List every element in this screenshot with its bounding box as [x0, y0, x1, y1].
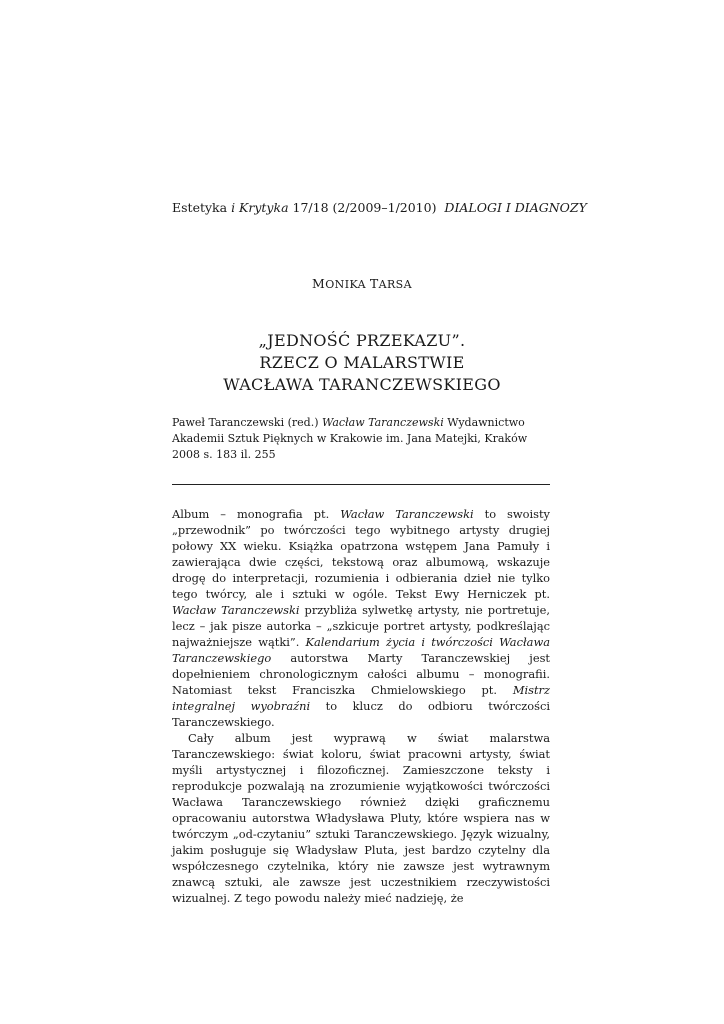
paragraph: Cały album jest wyprawą w świat malarstwa Taranczewskiego: świat koloru, świat pracowni artysty, świat myśli artystycznej i filozoficznej. Zamieszczone teksty i reprodukcje pozwalają na zrozumienie wyjątkowości twórczości Wacława Taranczewskiego również dzięki graficznemu opracowaniu autorstwa Władysława Pluty, które wspiera nas w twórczym „od-czytaniu” sztuki Taranczewskiego. Język wizualny, jakim posługuje się Władysław Pluta, jest bardzo czytelny dla współczesnego czytelnika, który nie zawsze jest wytrawnym znawcą sztuki, ale zawsze jest uczestnikiem rzeczywistości wizualnej. Z tego powodu należy mieć nadzieję, że [172, 731, 550, 905]
bibliographic-note: Paweł Taranczewski (red.) Wacław Taranczewski Wydawnictwo Akademii Sztuk Pięknych w Krakowie im. Jana Matejki, Kraków 2008 s. 183 il. 255 [172, 416, 528, 461]
title-line: „JEDNOŚĆ PRZEKAZU”. [258, 331, 466, 350]
journal-name: Estetyka [172, 200, 228, 215]
paragraph: Album – monografia pt. Wacław Taranczewski to swoisty „przewodnik” po twórczości tego wybitnego artysty drugiej połowy XX wieku. Książka opatrzona wstępem Jana Pamuły i zawierająca dwie części, tekstową oraz albumową, wskazuje drogę do interpretacji, rozumienia i odbierania dzieł nie tylko tego twórcy, ale i sztuki w ogóle. Tekst Ewy Herniczek pt. Wacław Taranczewski przybliża sylwetkę artysty, nie portretuje, lecz – jak pisze autorka – „szkicuje portret artysty, podkreślając najważniejsze wątki”. Kalendarium życia i twórczości Wacława Taranczewskiego autorstwa Marty Taranczewskiej jest dopełnieniem chronologicznym całości albumu – monografii. Natomiast tekst Franciszka Chmielowskiego pt. Mistrz integralnej wyobraźni to klucz do odbioru twórczości Taranczewskiego. [172, 507, 551, 729]
journal-name-italic: i Krytyka [231, 200, 289, 215]
running-header [172, 200, 587, 216]
book-title: Wacław Taranczewski [322, 416, 444, 429]
author-name: MONIKA TARSA [312, 276, 412, 291]
issue-number: 17/18 (2/2009–1/2010) [292, 200, 437, 215]
body-text [172, 506, 550, 906]
title-line: WACŁAWA TARANCZEWSKIEGO [223, 375, 501, 394]
article-title [0, 330, 724, 396]
section-name: DIALOGI I DIAGNOZY [444, 200, 587, 215]
title-line: RZECZ O MALARSTWIE [259, 353, 465, 372]
divider-rule [172, 484, 550, 485]
